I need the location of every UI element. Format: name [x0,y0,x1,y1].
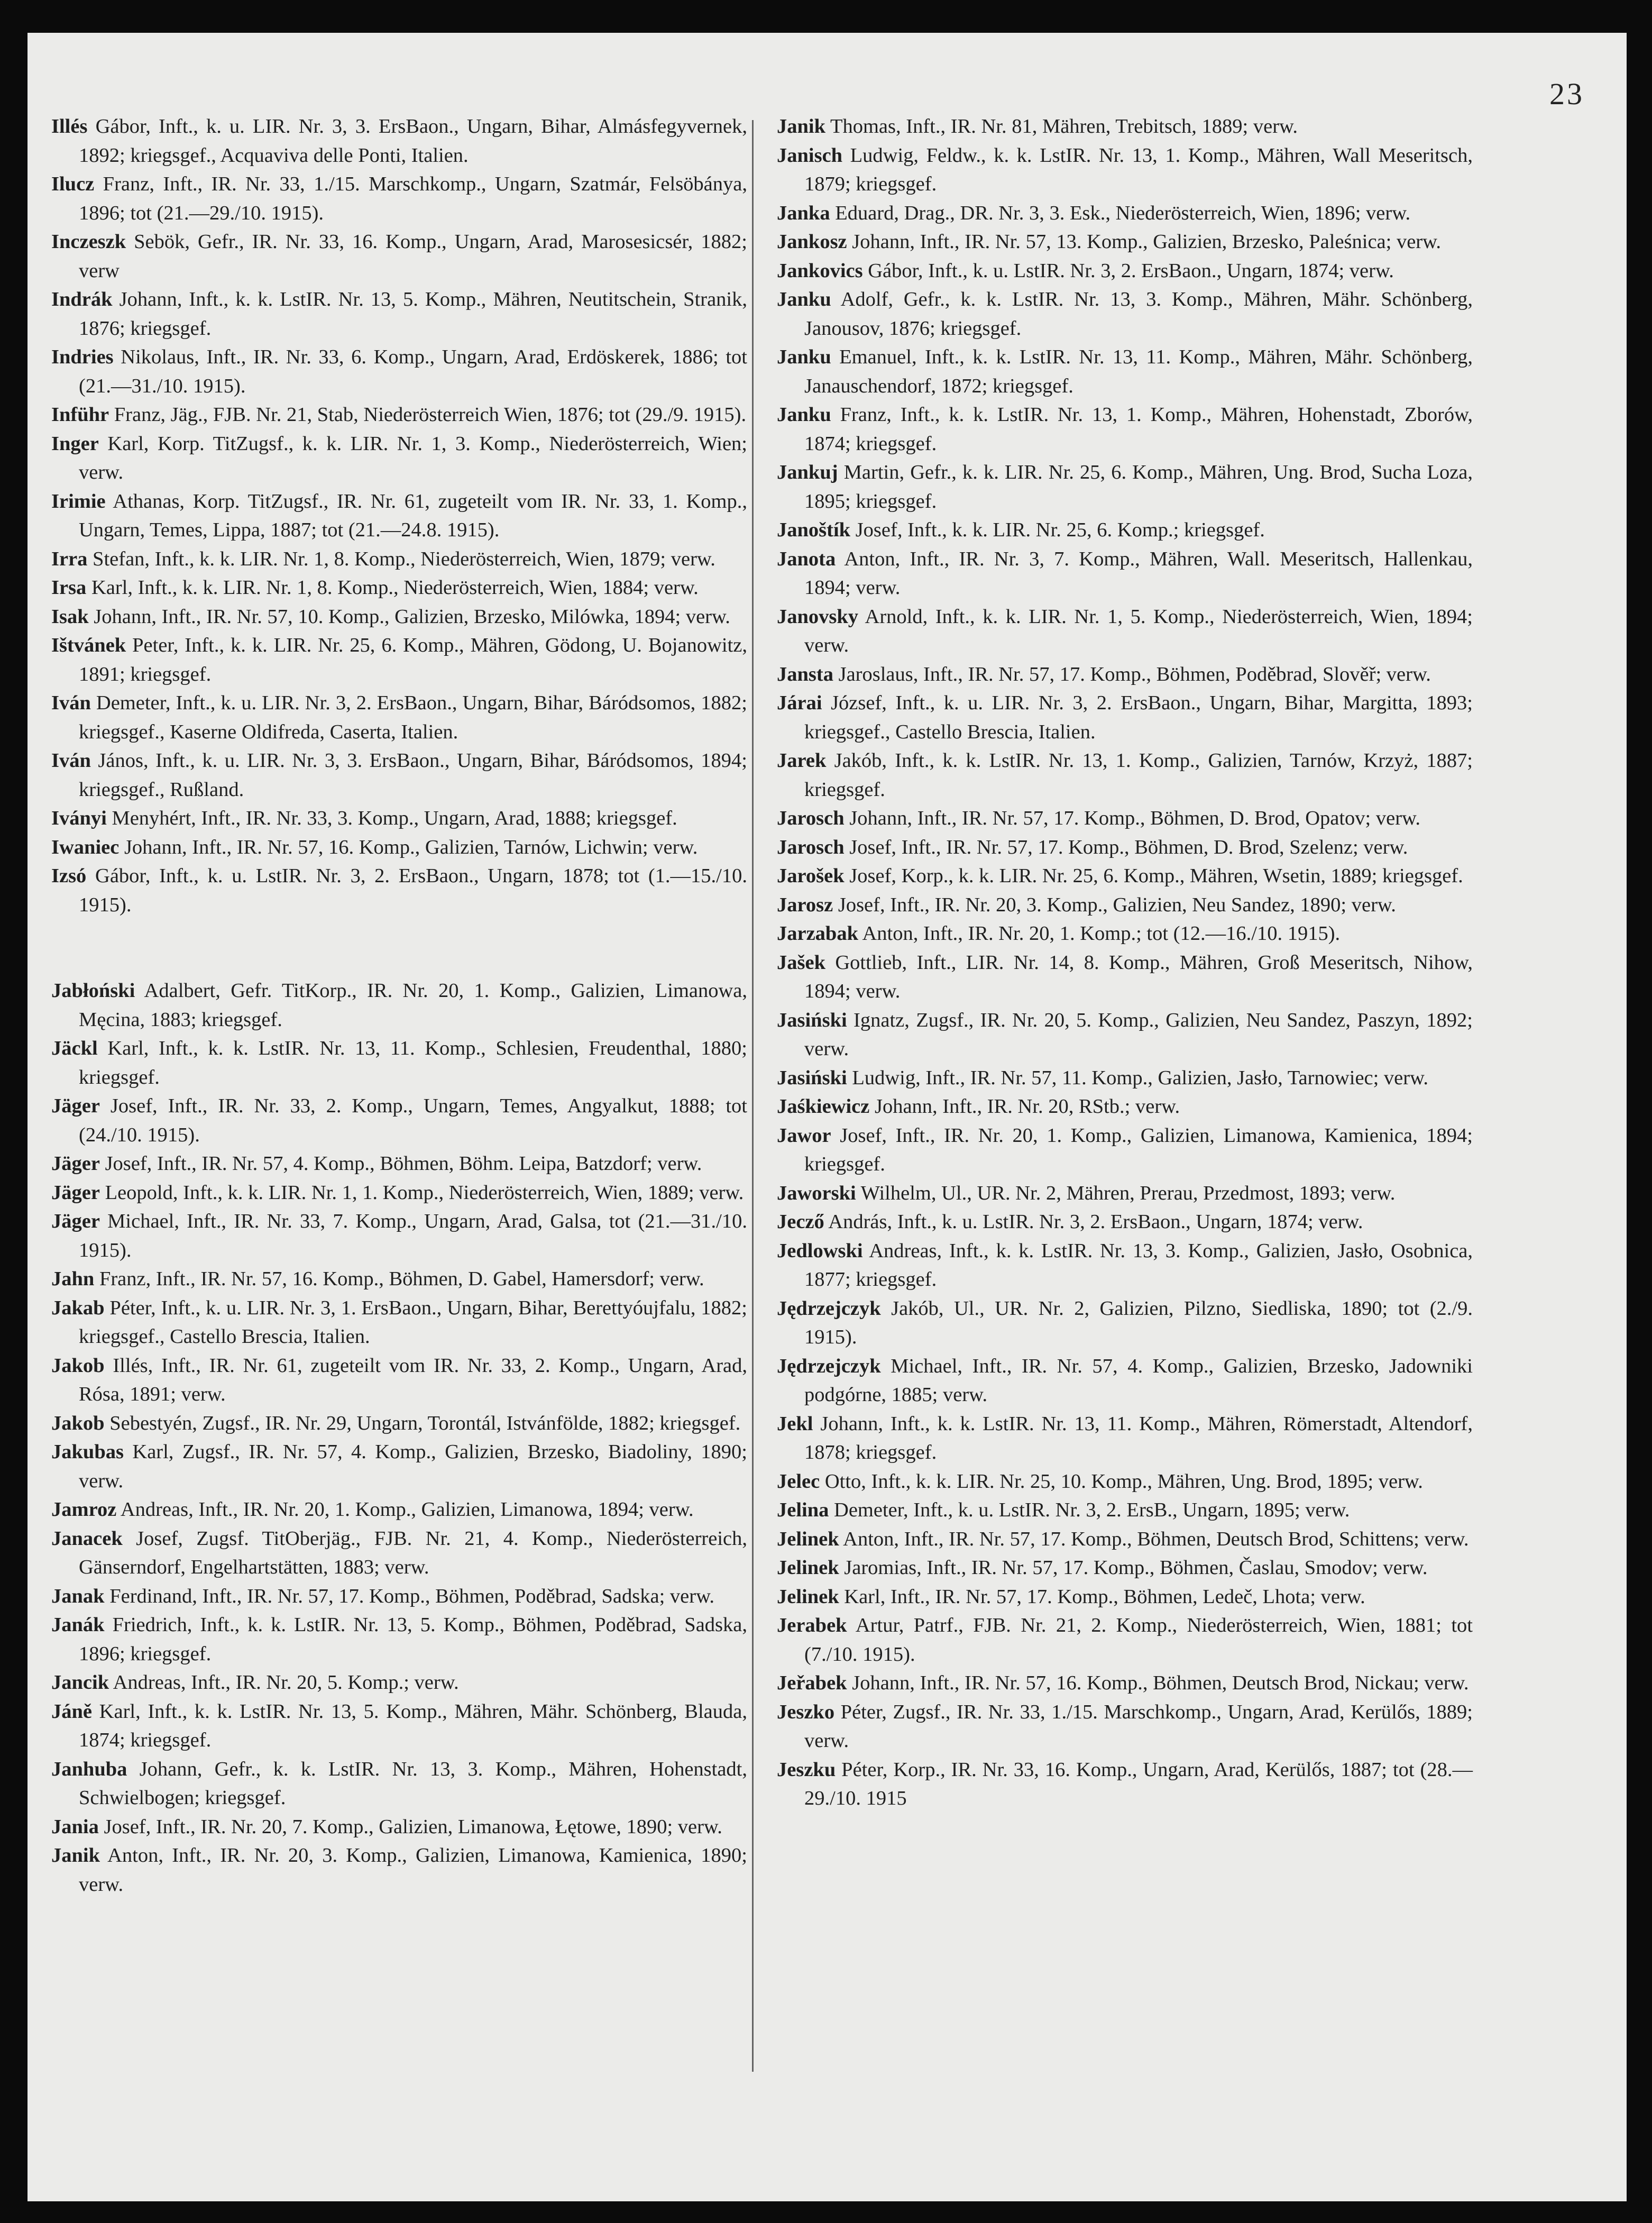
casualty-entry [777,1755,1473,1813]
entry-details: Franz, Inft., k. k. LstIR. Nr. 13, 1. Komp., Mähren, Hohenstadt, Zborów, 1874; kriegsgef. [804,404,1473,455]
entry-surname: Ištvánek [51,634,126,656]
entry-surname: Irra [51,547,88,570]
entry-surname: Jakob [51,1354,105,1377]
entry-surname: Inczeszk [51,231,126,253]
casualty-entry [777,199,1473,228]
entry-surname: Jelinek [777,1527,839,1550]
casualty-entry [777,1669,1473,1698]
entry-details: Ferdinand, Inft., IR. Nr. 57, 17. Komp., Böhmen, Poděbrad, Sadska; verw. [104,1585,714,1607]
entry-details: Leopold, Inft., k. k. LIR. Nr. 1, 1. Komp., Niederösterreich, Wien, 1889; verw. [99,1181,744,1204]
entry-surname: Janovsky [777,605,859,628]
entry-surname: Jarošek [777,865,845,887]
entry-surname: Jakab [51,1296,105,1319]
entry-surname: Jäger [51,1181,100,1204]
entry-surname: Jerabek [777,1614,847,1636]
entry-details: Sebestyén, Zugsf., IR. Nr. 29, Ungarn, Torontál, Istvánfölde, 1882; kriegsgef. [104,1412,741,1434]
entry-details: Demeter, Inft., k. u. LstIR. Nr. 3, 2. ErsB., Ungarn, 1895; verw. [829,1499,1350,1521]
casualty-entry [51,1668,747,1697]
entry-details: Arnold, Inft., k. k. LIR. Nr. 1, 5. Komp., Niederösterreich, Wien, 1894; verw. [804,605,1473,656]
entry-surname: Jaworski [777,1182,856,1204]
casualty-entry [51,1813,747,1842]
casualty-entry [777,285,1473,343]
casualty-entry [777,1006,1473,1064]
entry-details: Anton, Inft., IR. Nr. 57, 17. Komp., Böhmen, Deutsch Brod, Schittens; verw. [839,1527,1469,1550]
casualty-entry [51,1294,747,1351]
entry-surname: Ilucz [51,173,95,195]
entry-surname: Janacek [51,1527,123,1550]
entry-details: Martin, Gefr., k. k. LIR. Nr. 25, 6. Komp., Mähren, Ung. Brod, Sucha Loza, 1895; kriegsgef. [804,461,1473,513]
entry-surname: Janku [777,404,831,426]
entry-details: Josef, Inft., IR. Nr. 20, 7. Komp., Galizien, Limanowa, Łętowe, 1890; verw. [98,1815,722,1838]
entry-surname: Janka [777,202,830,224]
entry-details: Emanuel, Inft., k. k. LstIR. Nr. 13, 11. Komp., Mähren, Mähr. Schönberg, Janauschendorf, 1872; kriegsgef. [804,346,1473,397]
entry-details: Karl, Inft., k. k. LIR. Nr. 1, 8. Komp., Niederösterreich, Wien, 1884; verw. [86,577,699,599]
entry-surname: Jędrzejczyk [777,1297,881,1320]
page-number: 23 [1549,77,1584,111]
entry-surname: Jakob [51,1412,105,1434]
entry-details: Michael, Inft., IR. Nr. 57, 4. Komp., Galizien, Brzesko, Jadowniki podgórne, 1885; verw. [804,1355,1473,1406]
entry-details: Friedrich, Inft., k. k. LstIR. Nr. 13, 5. Komp., Böhmen, Poděbrad, Sadska, 1896; kriegsgef. [79,1614,747,1665]
casualty-entry [777,545,1473,602]
casualty-entry [777,919,1473,948]
entry-surname: Janoštík [777,519,851,541]
casualty-entry [777,1121,1473,1179]
casualty-entry [777,602,1473,660]
entry-surname: Janku [777,346,831,368]
entry-details: Péter, Inft., k. u. LIR. Nr. 3, 1. ErsBaon., Ungarn, Bihar, Berettyóujfalu, 1882; kriegsgef., Castello Brescia, Italien. [79,1296,747,1348]
casualty-entry [51,804,747,833]
entry-details: Wilhelm, Ul., UR. Nr. 2, Mähren, Prerau, Przedmost, 1893; verw. [856,1182,1396,1204]
entry-details: Josef, Inft., IR. Nr. 57, 17. Komp., Böhmen, D. Brod, Szelenz; verw. [844,836,1408,858]
entry-details: Thomas, Inft., IR. Nr. 81, Mähren, Trebitsch, 1889; verw. [825,115,1298,138]
casualty-entry [777,804,1473,833]
entry-details: Josef, Inft., IR. Nr. 33, 2. Komp., Ungarn, Temes, Angyalkut, 1888; tot (24./10. 1915). [79,1095,747,1146]
casualty-entry [51,1697,747,1755]
entry-details: Karl, Korp. TitZugsf., k. k. LIR. Nr. 1, 3. Komp., Niederösterreich, Wien; verw. [79,432,747,483]
entry-details: Karl, Inft., k. k. LstIR. Nr. 13, 11. Komp., Schlesien, Freudenthal, 1880; kriegsgef. [79,1037,747,1088]
entry-surname: Janku [777,288,831,310]
casualty-entry [777,746,1473,804]
entry-list-i [51,112,747,919]
entry-details: Johann, Inft., IR. Nr. 57, 16. Komp., Böhmen, Deutsch Brod, Nickau; verw. [847,1672,1469,1694]
entry-surname: Jelinek [777,1557,839,1579]
casualty-entry [51,1438,747,1495]
casualty-entry [51,689,747,746]
entry-details: Gábor, Inft., k. u. LstIR. Nr. 3, 2. ErsBaon., Ungarn, 1874; verw. [862,259,1394,282]
entry-surname: Jancik [51,1671,109,1694]
entry-details: Eduard, Drag., DR. Nr. 3, 3. Esk., Niederösterreich, Wien, 1896; verw. [830,202,1411,224]
casualty-entry [51,1495,747,1524]
casualty-entry [777,1410,1473,1467]
casualty-entry [777,1467,1473,1496]
entry-surname: Inger [51,432,99,455]
entry-surname: Jędrzejczyk [777,1355,881,1377]
entry-details: Johann, Gefr., k. k. LstIR. Nr. 13, 3. Komp., Mähren, Hohenstadt, Schwielbogen; kriegsgef. [79,1758,747,1809]
entry-surname: Janik [51,1844,100,1867]
entry-details: Andreas, Inft., k. k. LstIR. Nr. 13, 3. Komp., Galizien, Jasło, Osobnica, 1877; kriegsgef. [804,1239,1473,1291]
casualty-entry [51,1149,747,1178]
entry-surname: Jelec [777,1470,820,1493]
entry-surname: Jekl [777,1412,813,1435]
entry-surname: Iványi [51,807,107,829]
entry-surname: Janik [777,115,826,138]
entry-details: Gábor, Inft., k. u. LstIR. Nr. 3, 2. ErsBaon., Ungarn, 1878; tot (1.—15./10. 1915). [79,865,747,916]
left-column [51,112,747,1899]
casualty-entry [777,833,1473,862]
casualty-entry [51,631,747,689]
casualty-entry [777,862,1473,891]
casualty-entry [777,689,1473,746]
casualty-entry [777,891,1473,920]
entry-surname: Jawor [777,1124,831,1147]
casualty-entry [51,862,747,919]
entry-details: Péter, Korp., IR. Nr. 33, 16. Komp., Ungarn, Arad, Kerülős, 1887; tot (28.—29./10. 1915 [804,1758,1473,1809]
casualty-entry [51,545,747,574]
casualty-entry [51,746,747,804]
entry-surname: Jabłoński [51,980,135,1002]
entry-details: Jaroslaus, Inft., IR. Nr. 57, 17. Komp., Böhmen, Poděbrad, Slověř; verw. [833,663,1431,685]
casualty-entry [777,1352,1473,1410]
entry-surname: Jasiński [777,1009,847,1031]
entry-details: András, Inft., k. u. LstIR. Nr. 3, 2. ErsBaon., Ungarn, 1874; verw. [824,1211,1363,1233]
casualty-entry [777,1698,1473,1755]
casualty-entry [51,1524,747,1582]
entry-surname: Jelina [777,1499,829,1521]
casualty-entry [777,1525,1473,1554]
entry-details: Michael, Inft., IR. Nr. 33, 7. Komp., Ungarn, Arad, Galsa, tot (21.—31./10. 1915). [79,1210,747,1261]
casualty-entry [777,141,1473,199]
casualty-entry [51,285,747,343]
entry-surname: Jasiński [777,1066,847,1089]
entry-details: Johann, Inft., IR. Nr. 57, 17. Komp., Böhmen, D. Brod, Opatov; verw. [844,807,1420,829]
entry-details: Josef, Inft., IR. Nr. 57, 4. Komp., Böhmen, Böhm. Leipa, Batzdorf; verw. [99,1152,702,1175]
casualty-entry [777,1582,1473,1612]
column-divider [752,120,754,2072]
entry-details: Franz, Inft., IR. Nr. 33, 1./15. Marschkomp., Ungarn, Szatmár, Felsöbánya, 1896; tot (21.—29./10. 1915). [79,173,747,224]
entry-list-j [51,976,747,1899]
entry-surname: Jedlowski [777,1239,863,1262]
entry-details: Jakób, Ul., UR. Nr. 2, Galizien, Pilzno, Siedliska, 1890; tot (2./9. 1915). [804,1297,1473,1348]
entry-details: Andreas, Inft., IR. Nr. 20, 1. Komp., Galizien, Limanowa, 1894; verw. [116,1498,694,1521]
entry-surname: Jansta [777,663,833,685]
entry-surname: Jeszku [777,1758,836,1781]
entry-details: Johann, Inft., IR. Nr. 57, 16. Komp., Galizien, Tarnów, Lichwin; verw. [119,836,698,858]
entry-surname: Jaśkiewicz [777,1095,870,1118]
entry-details: Stefan, Inft., k. k. LIR. Nr. 1, 8. Komp., Niederösterreich, Wien, 1879; verw. [87,547,715,570]
casualty-entry [777,516,1473,545]
entry-surname: Illés [51,115,88,138]
entry-details: Jaromias, Inft., IR. Nr. 57, 17. Komp., Böhmen, Časlau, Smodov; verw. [839,1557,1428,1579]
entry-details: Gábor, Inft., k. u. LIR. Nr. 3, 3. ErsBaon., Ungarn, Bihar, Almásfegyvernek, 1892; kriegsgef., Acquaviva delle Ponti, Italien. [79,115,747,167]
entry-details: Jakób, Inft., k. k. LstIR. Nr. 13, 1. Komp., Galizien, Tarnów, Krzyż, 1887; kriegsgef. [804,749,1473,801]
casualty-entry [777,1237,1473,1294]
entry-details: Josef, Inft., IR. Nr. 20, 1. Komp., Galizien, Limanowa, Kamienica, 1894; kriegsgef. [804,1124,1473,1175]
entry-details: Johann, Inft., k. k. LstIR. Nr. 13, 5. Komp., Mähren, Neutitschein, Stranik, 1876; kriegsgef. [79,288,747,340]
entry-details: Illés, Inft., IR. Nr. 61, zugeteilt vom IR. Nr. 33, 2. Komp., Ungarn, Arad, Rósa, 1891; verw. [79,1354,747,1405]
entry-surname: Jeřabek [777,1672,847,1694]
entry-details: Adolf, Gefr., k. k. LstIR. Nr. 13, 3. Komp., Mähren, Mähr. Schönberg, Janousov, 1876; kriegsgef. [804,288,1473,340]
entry-surname: Izsó [51,865,87,887]
casualty-entry [51,976,747,1034]
entry-surname: Isak [51,605,89,628]
entry-surname: Irsa [51,577,87,599]
entry-details: Josef, Inft., k. k. LIR. Nr. 25, 6. Komp.; kriegsgef. [850,519,1265,541]
entry-surname: Indries [51,346,114,368]
entry-surname: Jarosch [777,807,845,829]
section-gap [51,919,747,976]
entry-surname: Iván [51,692,91,714]
entry-details: Josef, Inft., IR. Nr. 20, 3. Komp., Galizien, Neu Sandez, 1890; verw. [833,893,1396,916]
casualty-entry [51,1178,747,1207]
entry-surname: Jarzabak [777,922,858,945]
entry-details: Ludwig, Feldw., k. k. LstIR. Nr. 13, 1. Komp., Mähren, Wall Meseritsch, 1879; kriegsgef. [804,144,1473,195]
casualty-entry [777,400,1473,458]
casualty-entry [777,1092,1473,1121]
entry-details: Johann, Inft., IR. Nr. 57, 13. Komp., Galizien, Brzesko, Paleśnica; verw. [847,231,1442,253]
casualty-entry [51,1582,747,1611]
entry-surname: Inführ [51,404,109,426]
entry-details: Franz, Jäg., FJB. Nr. 21, Stab, Niederösterreich Wien, 1876; tot (29./9. 1915). [109,404,747,426]
entry-surname: Iván [51,749,91,772]
entry-details: Péter, Zugsf., IR. Nr. 33, 1./15. Marschkomp., Ungarn, Arad, Kerülős, 1889; verw. [804,1700,1473,1752]
entry-surname: Janák [51,1614,105,1636]
document-page [27,33,1627,2201]
casualty-entry [777,343,1473,400]
entry-surname: Jeszko [777,1700,835,1723]
casualty-entry [51,833,747,862]
casualty-entry [777,948,1473,1006]
entry-surname: Járai [777,692,822,714]
entry-details: Otto, Inft., k. k. LIR. Nr. 25, 10. Komp., Mähren, Ung. Brod, 1895; verw. [820,1470,1423,1493]
entry-surname: Jankuj [777,461,838,483]
casualty-entry [51,1207,747,1265]
entry-surname: Jarosz [777,893,833,916]
casualty-entry [51,343,747,400]
entry-details: Anton, Inft., IR. Nr. 20, 3. Komp., Galizien, Limanowa, Kamienica, 1890; verw. [79,1844,747,1896]
entry-surname: Irimie [51,490,106,513]
casualty-entry [51,1265,747,1294]
entry-surname: Janhuba [51,1758,127,1780]
entry-details: Karl, Inft., k. k. LstIR. Nr. 13, 5. Komp., Mähren, Mähr. Schönberg, Blauda, 1874; kriegsgef. [79,1700,747,1751]
entry-surname: Jäckl [51,1037,98,1059]
entry-surname: Jankosz [777,231,847,253]
entry-surname: Janisch [777,144,843,167]
entry-details: Peter, Inft., k. k. LIR. Nr. 25, 6. Komp., Mähren, Gödong, U. Bojanowitz, 1891; kriegsgef. [79,634,747,685]
entry-details: Anton, Inft., IR. Nr. 20, 1. Komp.; tot (12.—16./10. 1915). [858,922,1341,945]
right-column [777,112,1473,1813]
entry-surname: Jania [51,1815,99,1838]
casualty-entry [51,1409,747,1438]
entry-details: Menyhért, Inft., IR. Nr. 33, 3. Komp., Ungarn, Arad, 1888; kriegsgef. [106,807,677,829]
entry-surname: Iwaniec [51,836,120,858]
entry-surname: Jelinek [777,1585,839,1608]
casualty-entry [777,257,1473,286]
entry-details: Johann, Inft., IR. Nr. 57, 10. Komp., Galizien, Brzesko, Milówka, 1894; verw. [88,605,730,628]
entry-list-j-continued [777,112,1473,1813]
entry-surname: Jáně [51,1700,92,1723]
entry-surname: Jecző [777,1211,824,1233]
entry-details: Karl, Inft., IR. Nr. 57, 17. Komp., Böhmen, Ledeč, Lhota; verw. [839,1585,1365,1608]
casualty-entry [777,1553,1473,1582]
casualty-entry [777,227,1473,257]
entry-details: József, Inft., k. u. LIR. Nr. 3, 2. ErsBaon., Ungarn, Bihar, Margitta, 1893; kriegsgef., Castello Brescia, Italien. [804,692,1473,743]
casualty-entry [51,1755,747,1813]
casualty-entry [51,170,747,227]
entry-details: Karl, Zugsf., IR. Nr. 57, 4. Komp., Galizien, Brzesko, Biadoliny, 1890; verw. [79,1441,747,1492]
casualty-entry [777,1064,1473,1093]
casualty-entry [51,227,747,285]
entry-details: Artur, Patrf., FJB. Nr. 21, 2. Komp., Niederösterreich, Wien, 1881; tot (7./10. 1915). [804,1614,1473,1666]
entry-details: Josef, Korp., k. k. LIR. Nr. 25, 6. Komp., Mähren, Wsetin, 1889; kriegsgef. [844,865,1463,887]
entry-surname: Jamroz [51,1498,117,1521]
casualty-entry [51,1092,747,1149]
entry-details: Nikolaus, Inft., IR. Nr. 33, 6. Komp., Ungarn, Arad, Erdöskerek, 1886; tot (21.—31./10. 1915). [79,346,747,397]
casualty-entry [51,1034,747,1092]
casualty-entry [777,1207,1473,1237]
casualty-entry [51,429,747,487]
casualty-entry [51,602,747,632]
entry-details: Adalbert, Gefr. TitKorp., IR. Nr. 20, 1. Komp., Galizien, Limanowa, Męcina, 1883; kriegsgef. [79,980,747,1031]
casualty-entry [51,112,747,170]
entry-surname: Janota [777,547,836,570]
casualty-entry [777,1294,1473,1352]
casualty-entry [777,1179,1473,1208]
entry-details: Gottlieb, Inft., LIR. Nr. 14, 8. Komp., Mähren, Groß Meseritsch, Nihow, 1894; verw. [804,951,1473,1002]
casualty-entry [51,1841,747,1899]
entry-details: Ignatz, Zugsf., IR. Nr. 20, 5. Komp., Galizien, Neu Sandez, Paszyn, 1892; verw. [804,1009,1473,1060]
entry-surname: Jašek [777,951,825,974]
entry-surname: Jankovics [777,259,863,282]
entry-details: Sebök, Gefr., IR. Nr. 33, 16. Komp., Ungarn, Arad, Marosesicsér, 1882; verw [79,231,747,282]
casualty-entry [777,1496,1473,1525]
casualty-entry [777,112,1473,141]
casualty-entry [51,400,747,429]
entry-details: Demeter, Inft., k. u. LIR. Nr. 3, 2. ErsBaon., Ungarn, Bihar, Báródsomos, 1882; kriegsgef., Kaserne Oldifreda, Caserta, Italien. [79,692,747,743]
entry-surname: Jarosch [777,836,845,858]
casualty-entry [51,487,747,545]
entry-details: Josef, Zugsf. TitOberjäg., FJB. Nr. 21, 4. Komp., Niederösterreich, Gänserndorf, Engelhartstätten, 1883; verw. [79,1527,747,1578]
entry-surname: Jakubas [51,1441,124,1463]
casualty-entry [51,1611,747,1668]
entry-details: Ludwig, Inft., IR. Nr. 57, 11. Komp., Galizien, Jasło, Tarnowiec; verw. [847,1066,1429,1089]
casualty-entry [777,458,1473,516]
entry-details: Anton, Inft., IR. Nr. 3, 7. Komp., Mähren, Wall. Meseritsch, Hallenkau, 1894; verw. [804,547,1473,599]
entry-surname: Jäger [51,1210,100,1232]
entry-details: János, Inft., k. u. LIR. Nr. 3, 3. ErsBaon., Ungarn, Bihar, Báródsomos, 1894; kriegsgef., Rußland. [79,749,747,801]
entry-details: Johann, Inft., IR. Nr. 20, RStb.; verw. [869,1095,1180,1118]
entry-details: Franz, Inft., IR. Nr. 57, 16. Komp., Böhmen, D. Gabel, Hamersdorf; verw. [94,1268,704,1290]
casualty-entry [51,573,747,602]
casualty-entry [777,660,1473,689]
entry-surname: Jäger [51,1095,100,1117]
entry-surname: Indrák [51,288,113,310]
entry-surname: Jarek [777,749,827,772]
casualty-entry [51,1351,747,1409]
entry-surname: Jahn [51,1268,95,1290]
entry-surname: Janak [51,1585,105,1607]
casualty-entry [777,1611,1473,1669]
entry-details: Andreas, Inft., IR. Nr. 20, 5. Komp.; verw. [109,1671,459,1694]
entry-details: Johann, Inft., k. k. LstIR. Nr. 13, 11. Komp., Mähren, Römerstadt, Altendorf, 1878; kriegsgef. [804,1412,1473,1463]
entry-details: Athanas, Korp. TitZugsf., IR. Nr. 61, zugeteilt vom IR. Nr. 33, 1. Komp., Ungarn, Temes, Lippa, 1887; tot (21.—24.8. 1915). [79,490,747,541]
entry-surname: Jäger [51,1152,100,1175]
